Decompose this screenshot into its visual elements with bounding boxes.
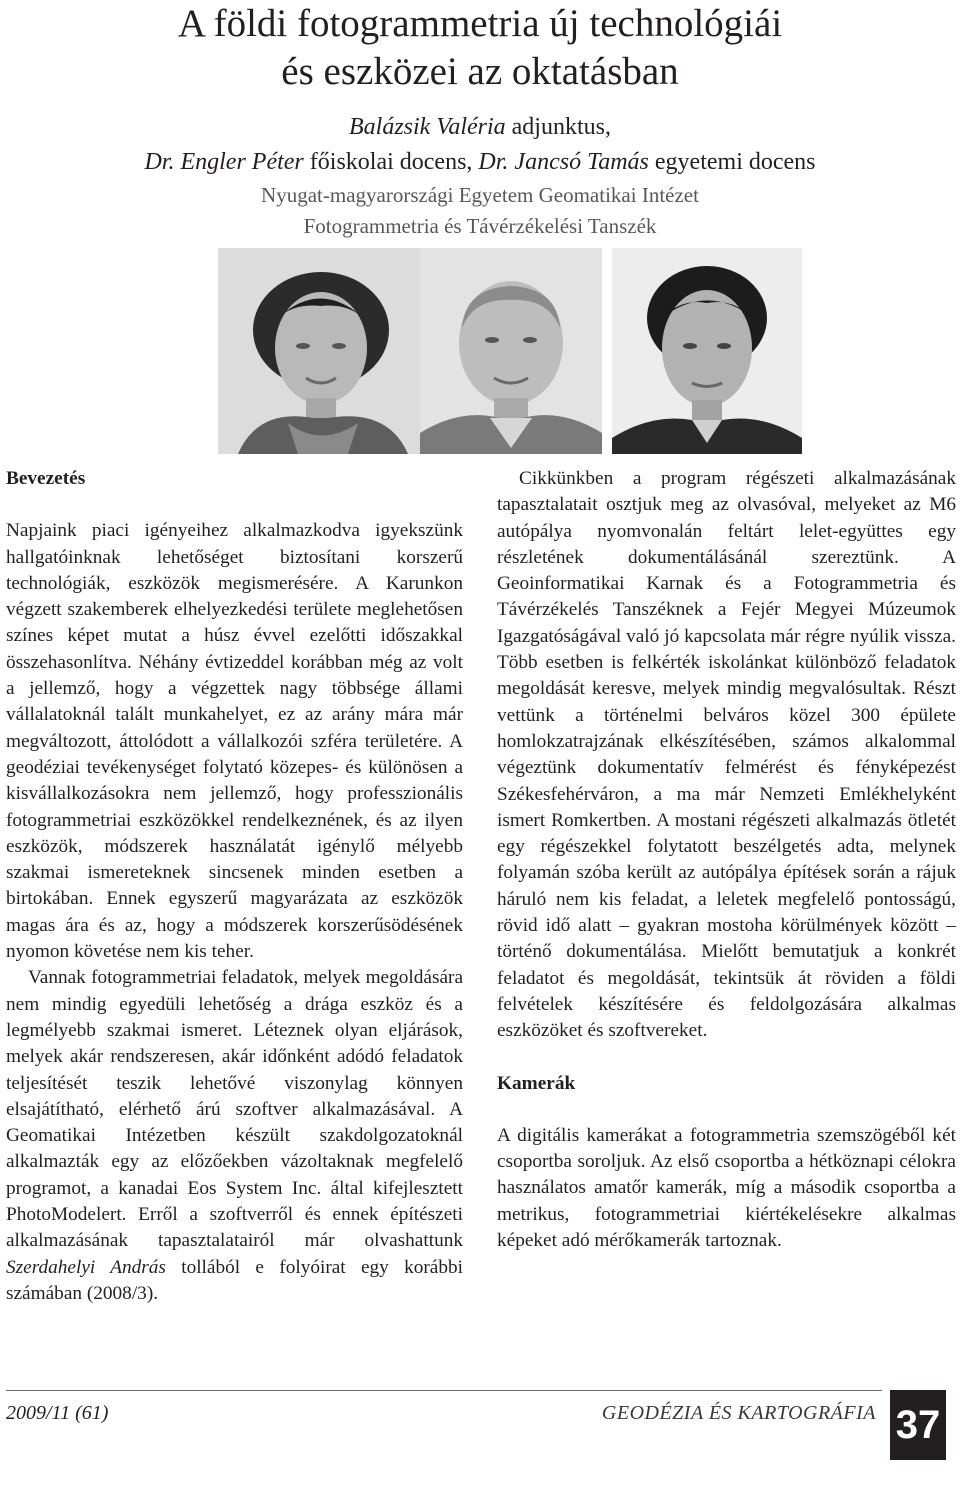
author-photo-2 bbox=[420, 248, 602, 454]
left-column bbox=[6, 466, 463, 1307]
intro-paragraph-2-end: tollából e folyóirat egy korábbi számában (2008/3). bbox=[6, 1256, 463, 1304]
section-heading-cameras: Kamerák bbox=[497, 1072, 576, 1094]
affiliation-line-1: Nyugat-magyarországi Egyetem Geomatikai Intézet bbox=[261, 183, 699, 207]
title-line-1: A földi fotogrammetria új technológiái bbox=[177, 2, 783, 45]
author-photo-1 bbox=[218, 248, 424, 454]
author-role-2: főiskolai docens, bbox=[303, 149, 479, 175]
title-line-2: és eszközei az oktatásban bbox=[281, 50, 679, 93]
section-heading-introduction: Bevezetés bbox=[6, 468, 86, 489]
author-photo-3 bbox=[612, 248, 802, 454]
author-role-1: adjunktus, bbox=[505, 114, 611, 140]
right-column bbox=[497, 466, 956, 1254]
page-number: 37 bbox=[890, 1390, 946, 1460]
body-paragraph-1: Cikkünkben a program régészeti alkalmazásának tapasztalatait osztjuk meg az olvasóval, melyeket az M6 autópálya nyomvonalán feltárt lelet-együttes egy részletének dokumentálásánál szereztünk. A Geoinformatikai Karnak és a Fotogrammetria és Távérzékelés Tanszéknek a Fejér Megyei Múzeumok Igazgatóságával való jó kapcsolata már régre nyúlik vissza. Több esetben is felkérték iskolánkat különböző feladatok megoldását keresve, melyek mindig megvalósultak. Részt vettünk a történelmi belváros közel 300 épülete homlokzatrajzának elkészítésében, számos alkalommal végeztünk dokumentatív felmérést és fényképezést Székesfehérváron, a ma már Nemzeti Emlékhelyként ismert Romkertben. A mostani régészeti alkalmazás ötletét egy régészekkel folytatott beszélgetés adta, melynek folyamán szóba került az autópálya építések során a rájuk háruló nem kis feladat, a leletek megfelelő pontosságú, rövid idő alatt – gyakran mostoha körülmények között – történő dokumentálása. Mielőtt bemutatjuk a konkrét feladatot és megoldását, tekintsük át röviden a földi felvételek készítésére és feldolgozására alkalmas eszközöket és szoftvereket. bbox=[497, 468, 956, 1042]
article-title bbox=[0, 0, 960, 96]
author-line-1 bbox=[0, 110, 960, 145]
author-list bbox=[0, 110, 960, 180]
cited-author: Szerdahelyi András bbox=[6, 1256, 166, 1278]
intro-paragraph-1: Napjaink piaci igényeihez alkalmazkodva igyekszünk hallgatóinknak lehetőséget biztosítani korszerű technológiák, eszközök megismerésére. A Karunkon végzett szakemberek elhelyezkedési területe meglehetősen színes képet mutat a húsz évvel ezelőtti időszakkal összehasonlítva. Néhány évtizeddel korábban még az volt a jellemző, hogy a végzettek nagy többsége állami vállalatoknál talált munkahelyet, ez az arány mára már megváltozott, áttolódott a vállalkozói szféra területére. A geodéziai tevékenységet folytató közepes- és különösen a kisvállalkozásokra nem jellemző, hogy professzionális fotogrammetriai eszközökkel rendelkeznének, és az ilyen eszközök, módszerek használatát igénylő mélyebb szakmai ismereteknek sincsenek minden esetben a birtokában. Ennek egyszerű magyarázata az eszközök magas ára és az, hogy a módszerek korszerűsödésének nyomon követése nem kis teher. bbox=[6, 520, 463, 963]
cameras-paragraph: A digitális kamerákat a fotogrammetria szemszögéből két csoportba soroljuk. Az első csoportba a hétköznapi célokra használatos amatőr kamerák, míg a második csoportba a metrikus, fotogrammetriai kiértékelésekre alkalmas képeket adó mérőkamerák tartoznak. bbox=[497, 1124, 956, 1252]
issue-label: 2009/11 (61) bbox=[6, 1402, 109, 1424]
intro-paragraph-2-text: Vannak fotogrammetriai feladatok, melyek megoldására nem mindig egyedüli lehetőség a drága eszköz és a legmélyebb szakmai ismeret. Léteznek olyan eljárások, melyek akár rendszeresen, akár időnként adódó feladatok teljesítését teszik lehetővé viszonylag könnyen elsajátítható, elérhető árú szoftver alkalmazásával. A Geomatikai Intézetben készült szakdolgozatoknál alkalmazták egy az előzőekben vázoltaknak megfelelő programot, a kanadai Eos System Inc. által kifejlesztett PhotoModelert. Erről a szoftverről és ennek építészeti alkalmazásának tapasztalatairól már olvashattunk bbox=[6, 967, 463, 1252]
intro-paragraph-2 bbox=[6, 965, 463, 1307]
author-name-3: Dr. Jancsó Tamás bbox=[478, 149, 649, 175]
author-line-2 bbox=[0, 145, 960, 180]
affiliation-line-2: Fotogrammetria és Távérzékelési Tanszék bbox=[303, 214, 657, 238]
journal-name: GEODÉZIA ÉS KARTOGRÁFIA bbox=[601, 1402, 876, 1424]
author-role-3: egyetemi docens bbox=[648, 149, 816, 175]
footer-divider bbox=[6, 1390, 882, 1391]
author-name-1: Balázsik Valéria bbox=[349, 114, 506, 140]
affiliation bbox=[0, 180, 960, 242]
author-name-2: Dr. Engler Péter bbox=[144, 149, 304, 175]
